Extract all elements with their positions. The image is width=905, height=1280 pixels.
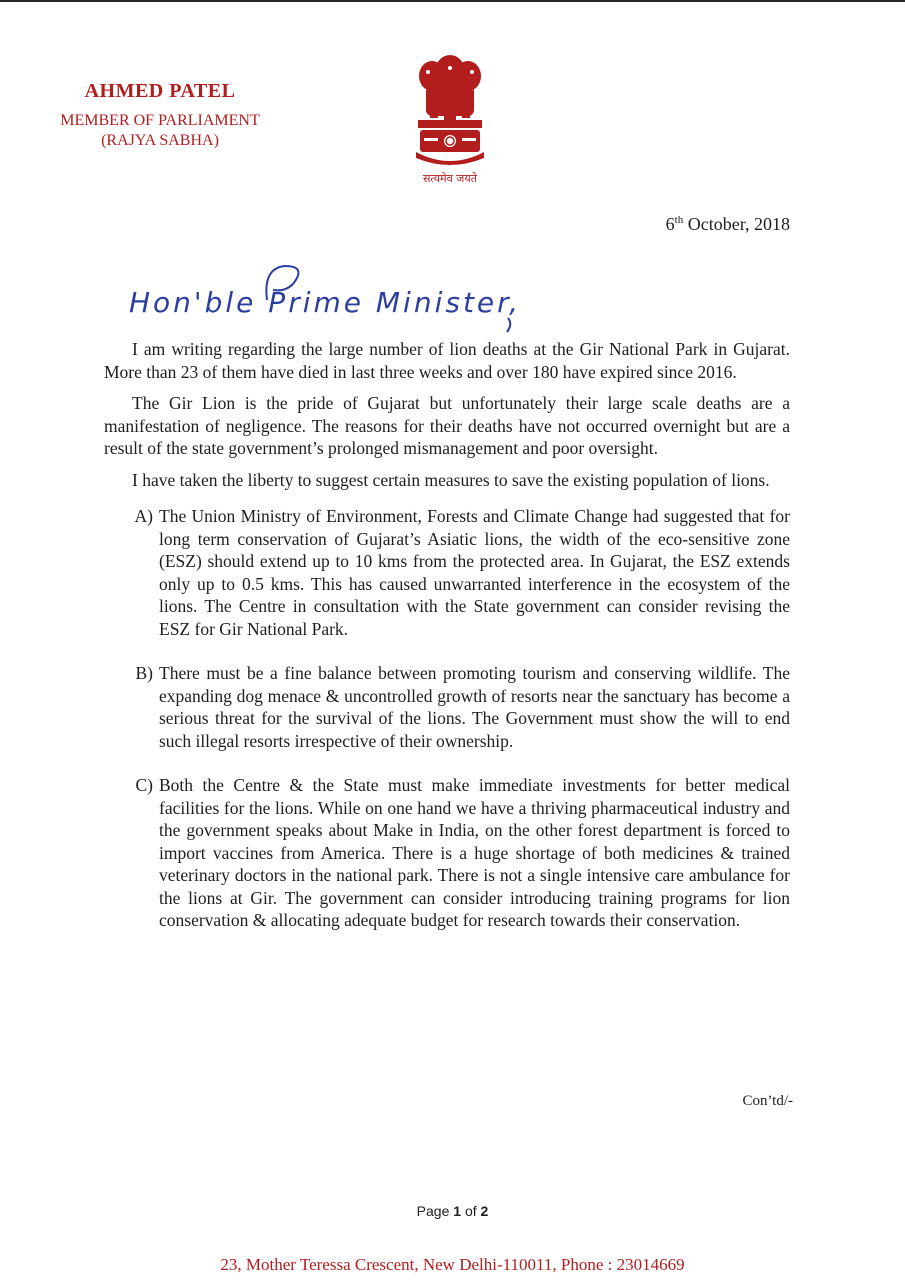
letter-date <box>666 214 790 235</box>
date-rest: October, 2018 <box>683 214 790 234</box>
ashoka-lion-capital-icon <box>410 52 490 167</box>
paragraph: I have taken the liberty to suggest certain measures to save the existing population of lions. <box>132 469 770 490</box>
salutation <box>125 262 545 334</box>
sender-title-line2: (RAJYA SABHA) <box>101 132 219 149</box>
paragraph: The Gir Lion is the pride of Gujarat but unfortunately their large scale deaths are a manifestation of negligence. The reasons for their deaths have not occurred overnight but are a result of the state government’s prolonged mismanagement and poor oversight. <box>104 393 790 458</box>
date-day: 6 <box>665 214 675 234</box>
sender-title <box>40 111 280 151</box>
continued-note: Con’td/- <box>742 1093 793 1109</box>
top-border <box>0 0 905 2</box>
page-current: 1 <box>453 1203 462 1219</box>
list-marker: C) <box>135 775 153 795</box>
paragraph: I am writing regarding the large number of lion deaths at the Gir National Park in Gujarat. More than 23 of them have died in last three weeks and over 180 have expired since 2016. <box>104 339 790 382</box>
emblem-motto: सत्यमेव जयते <box>422 172 477 185</box>
measures-list <box>104 505 790 932</box>
list-item-text: Both the Centre & the State must make immediate investments for better medical facilities for the lions. While on one hand we have a thriving pharmaceutical industry and the government speaks about Make in India, on the other forest department is forced to import vaccines from America. There is a huge shortage of both medicines & trained veterinary doctors in the national park. There is not a single intensive care ambulance for the lions at Gir. The government can consider introducing training programs for lion conservation & allocating adequate budget for research towards their conservation. <box>159 775 790 930</box>
list-item-text: There must be a fine balance between promoting tourism and conserving wildlife. The expanding dog menace & uncontrolled growth of resorts near the sanctuary has become a serious threat for the survival of the lions. The Government must show the will to end such illegal resorts irrespective of their ownership. <box>159 663 790 751</box>
page-number <box>0 1203 905 1219</box>
page-of: of <box>464 1203 477 1219</box>
letterhead <box>40 80 280 151</box>
list-marker: B) <box>135 663 153 683</box>
list-item-text: The Union Ministry of Environment, Forests and Climate Change had suggested that for long term conservation of Gujarat’s Asiatic lions, the width of the eco-sensitive zone (ESZ) should extend up to 10 kms from the protected area. In Gujarat, the ESZ extends only up to 0.5 kms. This has caused unwarranted interference in the ecosystem of the lions. The Centre in consultation with the State government can consider revising the ESZ for Gir National Park. <box>159 506 790 639</box>
list-marker: A) <box>134 506 153 526</box>
letterhead-footer: 23, Mother Teressa Crescent, New Delhi-110011, Phone : 23014669 <box>220 1255 685 1274</box>
letter-body <box>104 338 790 954</box>
sender-name: AHMED PATEL <box>84 80 236 102</box>
page-label: Page <box>416 1203 450 1219</box>
national-emblem <box>400 52 500 186</box>
list-item <box>104 505 790 640</box>
date-suffix: th <box>674 214 684 226</box>
list-item <box>104 662 790 752</box>
salutation-text: Hon'ble Prime Minister, <box>129 286 521 319</box>
page-total: 2 <box>480 1203 489 1219</box>
list-item <box>104 774 790 932</box>
sender-title-line1: MEMBER OF PARLIAMENT <box>60 112 260 129</box>
